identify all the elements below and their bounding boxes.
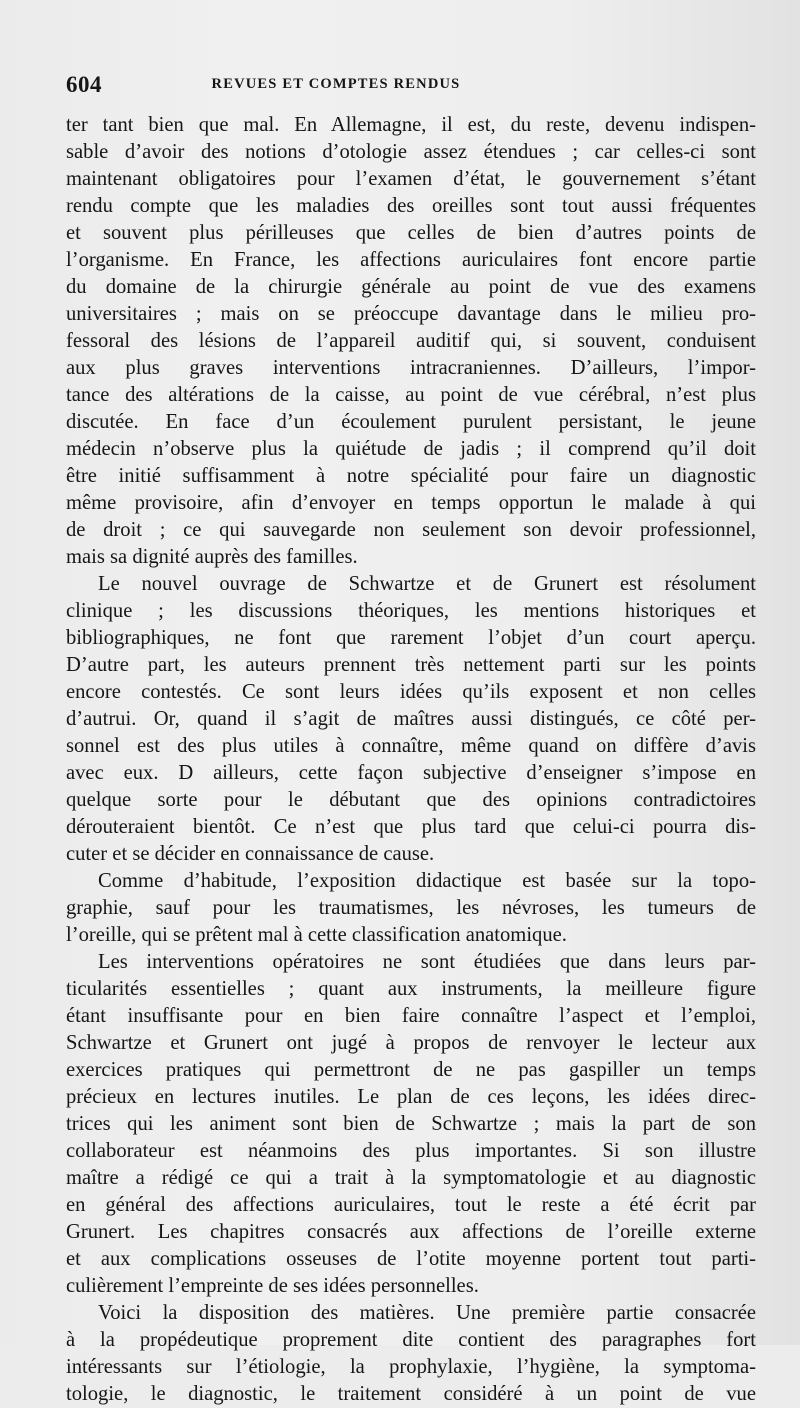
text-line: tologie, le diagnostic, le traitement considéré à un point de vue bbox=[66, 1383, 756, 1405]
text-line: fessoral des lésions de l’appareil auditif qui, si souvent, conduisent bbox=[66, 330, 756, 352]
text-line: à la propédeutique proprement dite contient des paragraphes fort bbox=[66, 1329, 756, 1351]
text-line: cuter et se décider en connaissance de cause. bbox=[66, 843, 435, 865]
text-line: Voici la disposition des matières. Une première partie consacrée bbox=[98, 1302, 756, 1324]
text-line: et aux complications osseuses de l’otite moyenne portent tout parti- bbox=[66, 1248, 756, 1270]
text-line: bibliographiques, ne font que rarement l’objet d’un court aperçu. bbox=[66, 627, 756, 649]
text-line: Le nouvel ouvrage de Schwartze et de Grunert est résolument bbox=[98, 573, 756, 595]
text-line: maintenant obligatoires pour l’examen d’état, le gouvernement s’étant bbox=[66, 168, 756, 190]
text-line: Schwartze et Grunert ont jugé à propos de renvoyer le lecteur aux bbox=[66, 1032, 756, 1054]
text-line: ter tant bien que mal. En Allemagne, il est, du reste, devenu indispen- bbox=[66, 114, 756, 136]
text-line: étant insuffisante pour en bien faire connaître l’aspect et l’emploi, bbox=[66, 1005, 756, 1027]
text-line: précieux en lectures inutiles. Le plan de ces leçons, les idées direc- bbox=[66, 1086, 756, 1108]
text-line: maître a rédigé ce qui a trait à la symptomatologie et au diagnostic bbox=[66, 1167, 756, 1189]
text-line: aux plus graves interventions intracraniennes. D’ailleurs, l’impor- bbox=[66, 357, 756, 379]
text-line: sonnel est des plus utiles à connaître, même quand on diffère d’avis bbox=[66, 735, 756, 757]
text-line: Grunert. Les chapitres consacrés aux affections de l’oreille externe bbox=[66, 1221, 756, 1243]
text-line: trices qui les animent sont bien de Schwartze ; mais la part de son bbox=[66, 1113, 756, 1135]
text-line: Les interventions opératoires ne sont étudiées que dans leurs par- bbox=[98, 951, 756, 973]
text-line: exercices pratiques qui permettront de ne pas gaspiller un temps bbox=[66, 1059, 756, 1081]
page-header bbox=[66, 72, 556, 102]
text-line: Comme d’habitude, l’exposition didactique est basée sur la topo- bbox=[98, 870, 756, 892]
text-line: avec eux. D ailleurs, cette façon subjective d’enseigner s’impose en bbox=[66, 762, 756, 784]
text-line: D’autre part, les auteurs prennent très nettement parti sur les points bbox=[66, 654, 756, 676]
text-line: et souvent plus périlleuses que celles de bien d’autres points de bbox=[66, 222, 756, 244]
text-line: l’oreille, qui se prêtent mal à cette classification anatomique. bbox=[66, 924, 567, 946]
text-line: rendu compte que les maladies des oreilles sont tout aussi fréquentes bbox=[66, 195, 756, 217]
text-line: quelque sorte pour le débutant que des opinions contradictoires bbox=[66, 789, 756, 811]
running-head: REVUES ET COMPTES RENDUS bbox=[211, 76, 461, 92]
text-line: être initié suffisamment à notre spécialité pour faire un diagnostic bbox=[66, 465, 756, 487]
text-line: clinique ; les discussions théoriques, les mentions historiques et bbox=[66, 600, 756, 622]
text-line: même provisoire, afin d’envoyer en temps opportun le malade à qui bbox=[66, 492, 756, 514]
text-line: graphie, sauf pour les traumatismes, les névroses, les tumeurs de bbox=[66, 897, 756, 919]
text-line: universitaires ; mais on se préoccupe davantage dans le milieu pro- bbox=[66, 303, 756, 325]
text-line: intéressants sur l’étiologie, la prophylaxie, l’hygiène, la symptoma- bbox=[66, 1356, 756, 1378]
text-line: l’organisme. En France, les affections auriculaires font encore partie bbox=[66, 249, 756, 271]
body-text bbox=[66, 112, 756, 1408]
text-line: d’autrui. Or, quand il s’agit de maîtres aussi distingués, ce côté per- bbox=[66, 708, 756, 730]
text-line: encore contestés. Ce sont leurs idées qu’ils exposent et non celles bbox=[66, 681, 756, 703]
text-line: tance des altérations de la caisse, au point de vue cérébral, n’est plus bbox=[66, 384, 756, 406]
text-line: culièrement l’empreinte de ses idées personnelles. bbox=[66, 1275, 479, 1297]
text-line: discutée. En face d’un écoulement purulent persistant, le jeune bbox=[66, 411, 756, 433]
text-line: de droit ; ce qui sauvegarde non seulement son devoir professionnel, bbox=[66, 519, 756, 541]
text-line: ticularités essentielles ; quant aux instruments, la meilleure figure bbox=[66, 978, 756, 1000]
text-line: médecin n’observe plus la quiétude de jadis ; il comprend qu’il doit bbox=[66, 438, 756, 460]
text-line: dérouteraient bientôt. Ce n’est que plus tard que celui-ci pourra dis- bbox=[66, 816, 756, 838]
text-line: en général des affections auriculaires, tout le reste a été écrit par bbox=[66, 1194, 756, 1216]
text-line: collaborateur est néanmoins des plus importantes. Si son illustre bbox=[66, 1140, 756, 1162]
text-line: sable d’avoir des notions d’otologie assez étendues ; car celles-ci sont bbox=[66, 141, 756, 163]
text-line: du domaine de la chirurgie générale au point de vue des examens bbox=[66, 276, 756, 298]
page-number: 604 bbox=[66, 72, 102, 97]
text-line: mais sa dignité auprès des familles. bbox=[66, 546, 358, 568]
